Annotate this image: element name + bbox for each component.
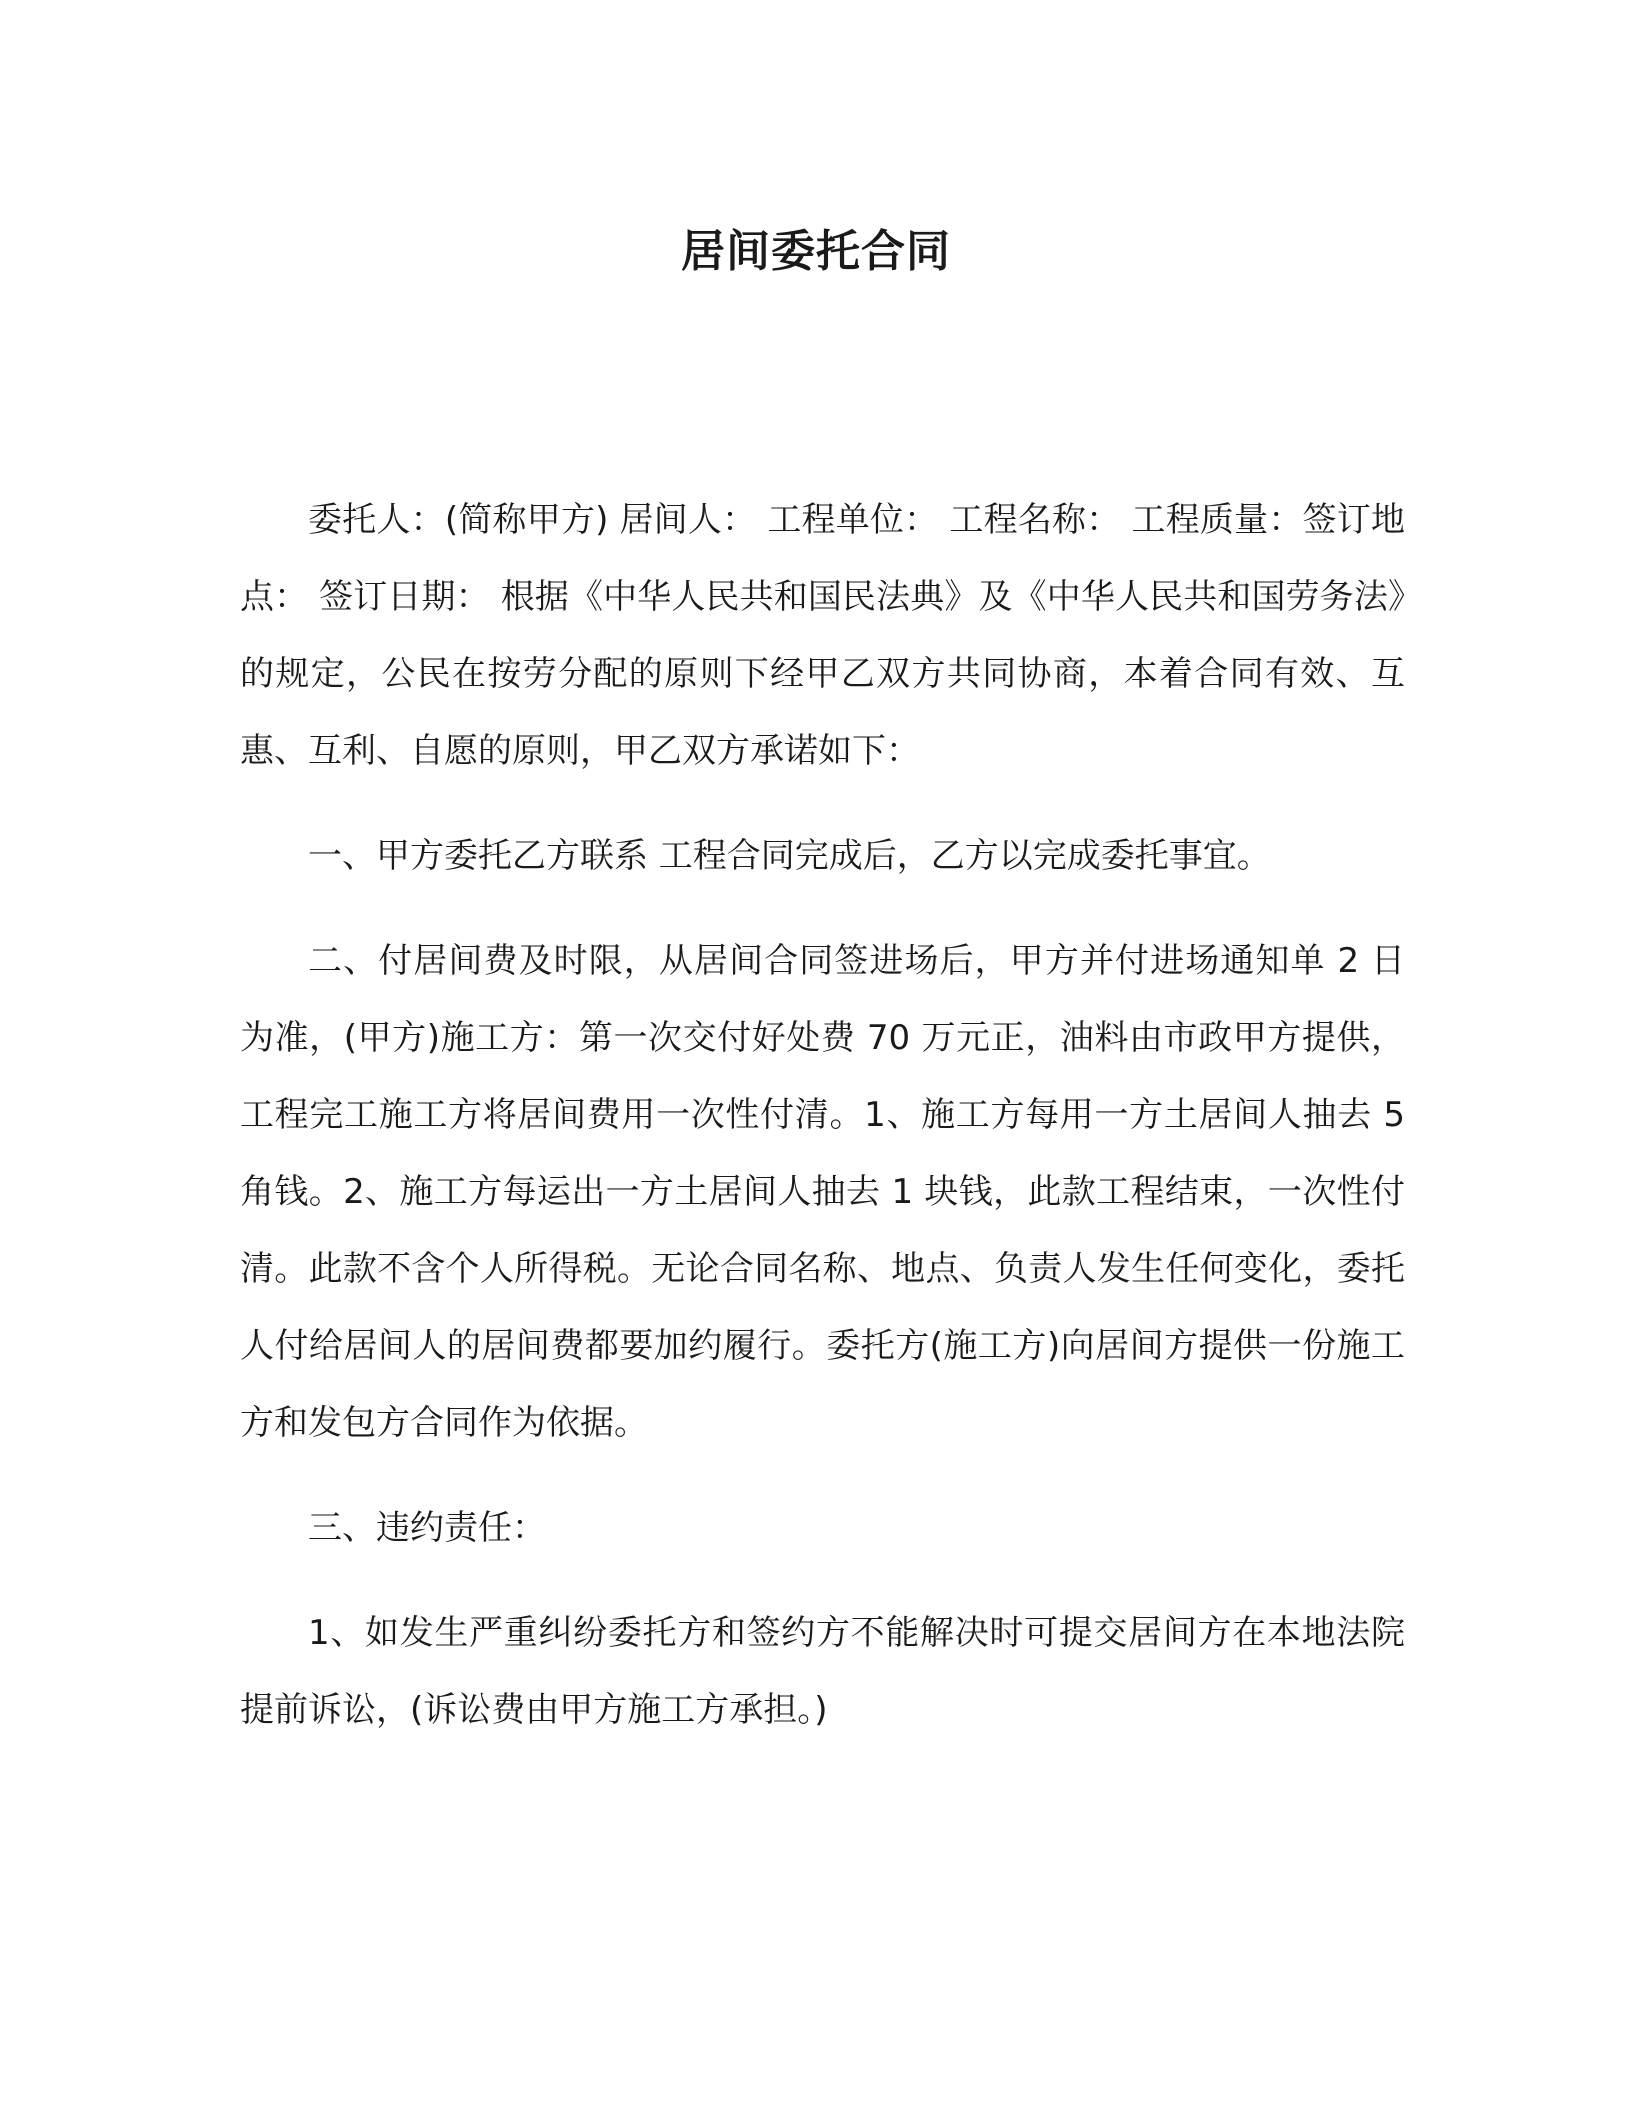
- clause-1-block: [240, 818, 1405, 895]
- clause-2-block: [240, 923, 1405, 1462]
- clause-3-1-block: [240, 1595, 1405, 1749]
- clause-2-paragraph: 二、付居间费及时限，从居间合同签进场后，甲方并付进场通知单 2 日为准，(甲方)施工方：第一次交付好处费 70 万元正，油料由市政甲方提供，工程完工施工方将居间费用一次性付清。1、施工方每用一方土居间人抽去 5 角钱。2、施工方每运出一方土居间人抽去 1 块钱，此款工程结束，一次性付清。此款不含个人所得税。无论合同名称、地点、负责人发生任何变化，委托人付给居间人的居间费都要加约履行。委托方(施工方)向居间方提供一份施工方和发包方合同作为依据。: [240, 941, 1405, 1443]
- clause-3-1-paragraph: 1、如发生严重纠纷委托方和签约方不能解决时可提交居间方在本地法院提前诉讼，(诉讼费由甲方施工方承担。): [240, 1613, 1405, 1730]
- document-title: 居间委托合同: [681, 226, 951, 277]
- clause-3-block: [240, 1490, 1405, 1567]
- clause-1-paragraph: 一、甲方委托乙方联系 工程合同完成后，乙方以完成委托事宜。: [308, 836, 1271, 876]
- intro-paragraph: 委托人：(简称甲方) 居间人： 工程单位： 工程名称： 工程质量：签订地点： 签订日期： 根据《中华人民共和国民法典》及《中华人民共和国劳务法》的规定，公民在按劳分配的原则下经甲乙双方共同协商，本着合同有效、互惠、互利、自愿的原则，甲乙双方承诺如下：: [240, 500, 1405, 771]
- clause-3-heading: 三、违约责任：: [308, 1508, 546, 1548]
- intro-paragraph-block: [240, 482, 1405, 790]
